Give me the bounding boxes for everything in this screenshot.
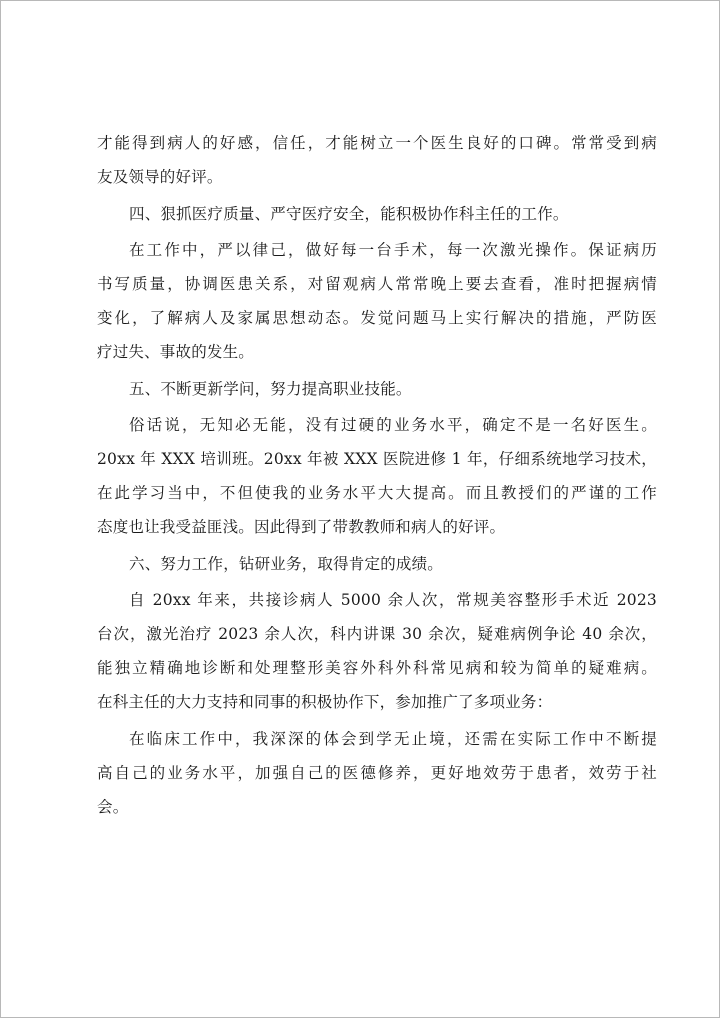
text-line: 能独立精确地诊断和处理整形美容外科外科常见病和较为简单的疑难病。 (97, 659, 657, 677)
section-heading-four (97, 197, 657, 231)
paragraph-achievements (97, 583, 657, 719)
text-line: 在临床工作中，我深深的体会到学无止境，还需在实际工作中不断提 (129, 729, 657, 748)
text-line: 才能得到病人的好感，信任，才能树立一个医生良好的口碑。常常受到病 (97, 134, 657, 152)
heading-line: 六、努力工作，钻研业务，取得肯定的成绩。 (129, 554, 444, 573)
heading-line: 四、狠抓医疗质量、严守医疗安全，能积极协作科主任的工作。 (129, 204, 569, 223)
text-line: 友及领导的好评。 (97, 168, 223, 186)
text-line: 会。 (97, 797, 129, 816)
paragraph-work-discipline (97, 233, 657, 369)
text-line: 疗过失、事故的发生。 (97, 343, 255, 361)
text-line: 书写质量，协调医患关系，对留观病人常常晚上要去查看，准时把握病情 (97, 275, 657, 293)
document-body (97, 126, 657, 826)
section-heading-six (97, 547, 657, 581)
paragraph-continuation (97, 126, 657, 194)
text-line: 在科主任的大力支持和同事的积极协作下，参加推广了多项业务： (97, 693, 553, 711)
heading-line: 五、不断更新学问，努力提高职业技能。 (129, 379, 412, 398)
text-line: 在此学习当中，不但使我的业务水平大大提高。而且教授们的严谨的工作 (97, 484, 657, 502)
text-line: 自 20xx 年来，共接诊病人 5000 余人次，常规美容整形手术近 2023 (129, 591, 657, 609)
text-line: 在工作中，严以律己，做好每一台手术，每一次激光操作。保证病历 (129, 241, 657, 259)
text-line: 俗话说，无知必无能，没有过硬的业务水平，确定不是一名好医生。 (129, 416, 657, 434)
text-line: 态度也让我受益匪浅。因此得到了带教教师和病人的好评。 (97, 518, 506, 536)
text-line: 高自己的业务水平，加强自己的医德修养，更好地效劳于患者，效劳于社 (97, 763, 657, 782)
text-line: 变化，了解病人及家属思想动态。发觉问题马上实行解决的措施，严防医 (97, 309, 657, 327)
text-line: 20xx 年 XXX 培训班。20xx 年被 XXX 医院进修 1 年，仔细系统地学习技术， (97, 450, 657, 468)
section-heading-five (97, 372, 657, 406)
text-line: 台次，激光治疗 2023 余人次，科内讲课 30 余次，疑难病例争论 40 余次， (97, 625, 657, 643)
paragraph-conclusion (97, 722, 657, 824)
paragraph-learning (97, 408, 657, 544)
